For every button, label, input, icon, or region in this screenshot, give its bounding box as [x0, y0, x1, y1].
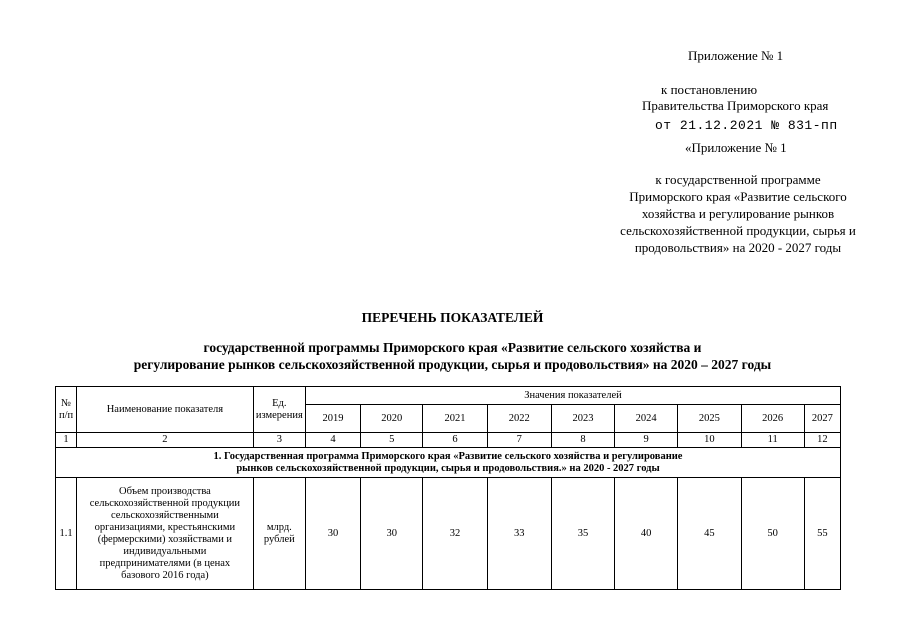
header-no: № п/п [56, 387, 77, 433]
column-number: 9 [615, 433, 678, 448]
column-number: 4 [305, 433, 360, 448]
header-year: 2019 [305, 405, 360, 433]
indicators-table [55, 386, 841, 590]
page-title: ПЕРЕЧЕНЬ ПОКАЗАТЕЛЕЙ [361, 310, 544, 325]
header-name: Наименование показателя [77, 387, 254, 433]
column-number: 12 [804, 433, 840, 448]
program-line-2: Приморского края «Развитие сельского [629, 189, 847, 204]
column-number: 2 [77, 433, 254, 448]
section-line-2: рынков сельскохозяйственной продукции, сырья и продовольствия.» на 2020 - 2027 годы [236, 462, 660, 474]
header-year: 2026 [741, 405, 804, 433]
table-row [56, 478, 841, 590]
program-line-3: хозяйства и регулирование рынков [641, 206, 835, 221]
date-number-stamp: от 21.12.2021 № 831-пп [655, 118, 838, 133]
resolution-label: к постановлению [661, 82, 758, 97]
value-cell: 32 [423, 478, 487, 590]
value-cell: 50 [741, 478, 804, 590]
header-year: 2027 [804, 405, 840, 433]
column-number: 11 [741, 433, 804, 448]
value-cell: 30 [361, 478, 423, 590]
header-year: 2024 [615, 405, 678, 433]
section-line-1: 1. Государственная программа Приморского края «Развитие сельского хозяйства и регулирование [213, 450, 683, 462]
column-number: 1 [56, 433, 77, 448]
header-year: 2021 [423, 405, 487, 433]
value-cell: 55 [804, 478, 840, 590]
value-cell: 30 [305, 478, 360, 590]
program-line-5: продовольствия» на 2020 - 2027 годы [634, 240, 842, 255]
appendix-label: Приложение № 1 [688, 48, 784, 63]
header-year: 2020 [361, 405, 423, 433]
column-number: 8 [551, 433, 614, 448]
value-cell: 33 [487, 478, 551, 590]
column-number: 10 [678, 433, 741, 448]
row-number: 1.1 [56, 478, 77, 590]
page-subtitle-line-2: регулирование рынков сельскохозяйственной продукции, сырья и продовольствия» на 2020 – 2027 годы [133, 357, 772, 372]
indicator-unit: млрд. рублей [253, 478, 305, 590]
value-cell: 35 [551, 478, 614, 590]
appendix-quote-label: «Приложение № 1 [685, 140, 787, 155]
header-year: 2025 [678, 405, 741, 433]
government-label: Правительства Приморского края [642, 98, 829, 113]
header-year: 2022 [487, 405, 551, 433]
column-number: 5 [361, 433, 423, 448]
column-number: 3 [253, 433, 305, 448]
value-cell: 40 [615, 478, 678, 590]
header-year: 2023 [551, 405, 614, 433]
column-number: 6 [423, 433, 487, 448]
header-unit: Ед. измерения [253, 387, 305, 433]
value-cell: 45 [678, 478, 741, 590]
column-number: 7 [487, 433, 551, 448]
program-line-1: к государственной программе [655, 172, 821, 187]
indicator-name: Объем производства сельскохозяйственной продукции сельскохозяйственными организациями, крестьянскими (фермерскими) хозяйствами и индивидуальными предпринимателями (в ценах базового 2016 года) [77, 478, 254, 590]
section-header [56, 448, 841, 478]
header-values: Значения показателей [305, 387, 840, 405]
page-subtitle-line-1: государственной программы Приморского края «Развитие сельского хозяйства и [203, 340, 702, 355]
program-line-4: сельскохозяйственной продукции, сырья и [620, 223, 856, 238]
